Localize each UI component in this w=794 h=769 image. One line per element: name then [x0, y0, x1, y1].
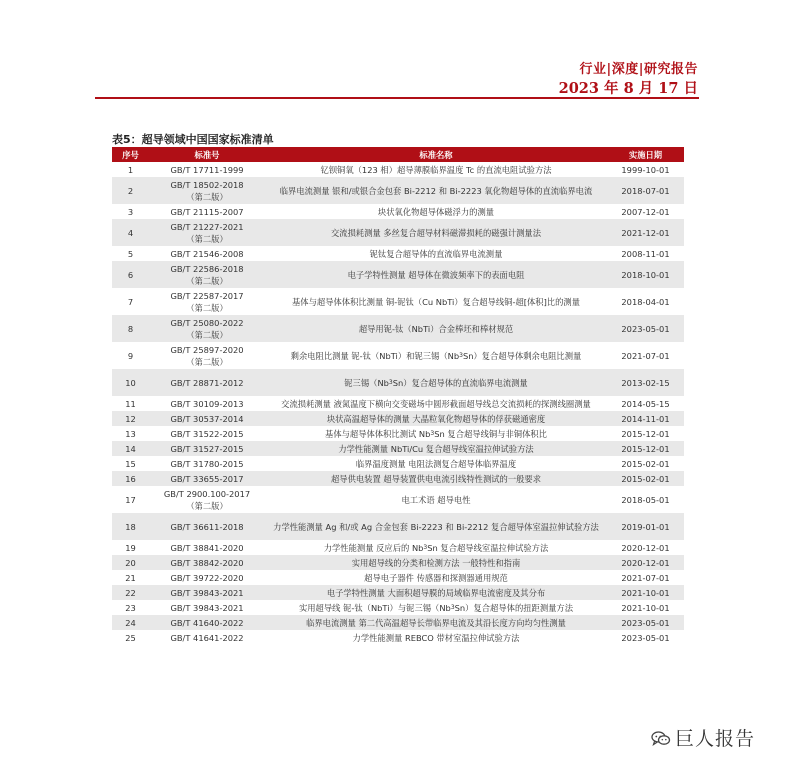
- table-row: [112, 246, 684, 261]
- cell-date: 2021-07-01: [621, 572, 670, 583]
- standard-edition: （第二版）: [186, 275, 228, 286]
- cell-no: 1: [127, 164, 134, 175]
- standard-number: GB/T 38842-2020: [170, 557, 244, 568]
- cell-no: 9: [127, 350, 134, 361]
- cell-no: 10: [125, 377, 136, 388]
- cell-standard-name: 力学性能测量 Ag 和/或 Ag 合金包套 Bi-2223 和 Bi-2212 复合超导体室温拉伸试验方法: [273, 521, 599, 532]
- cell-date: 2007-12-01: [621, 206, 670, 217]
- standard-edition: （第二版）: [186, 329, 228, 340]
- standard-number: GB/T 22586-2018: [170, 263, 244, 274]
- cell-date: 2020-12-01: [621, 557, 670, 568]
- cell-date: 2008-11-01: [621, 248, 670, 259]
- cell-standard: [149, 456, 265, 471]
- column-header-name: 标准名称: [419, 149, 453, 160]
- cell-date: 2023-05-01: [621, 632, 670, 643]
- cell-date: 2015-12-01: [621, 428, 670, 439]
- table-row: [112, 204, 684, 219]
- cell-date: 2018-05-01: [621, 494, 670, 505]
- standard-number: GB/T 38841-2020: [170, 542, 244, 553]
- standard-edition: （第二版）: [186, 191, 228, 202]
- table-row: [112, 570, 684, 585]
- cell-date: 2015-02-01: [621, 458, 670, 469]
- column-header-date: 实施日期: [628, 149, 663, 160]
- cell-date: 2018-07-01: [621, 185, 670, 196]
- header-divider: [95, 97, 699, 99]
- cell-date: 2020-12-01: [621, 542, 670, 553]
- column-header-no: 序号: [122, 149, 139, 160]
- standard-number: GB/T 2900.100-2017: [163, 488, 251, 499]
- cell-standard: [149, 630, 265, 645]
- cell-standard-name: 实用超导线的分类和检测方法 一般特性和指南: [351, 557, 521, 568]
- standard-number: GB/T 31522-2015: [170, 428, 244, 439]
- cell-standard-name: 基体与超导体体积比测量 铜-铌钛（Cu NbTi）复合超导线铜-超[体积]比的测量: [292, 296, 580, 307]
- cell-standard: [149, 411, 265, 426]
- cell-standard: [149, 246, 265, 261]
- column-header-standard: 标准号: [194, 149, 220, 160]
- cell-standard: [149, 441, 265, 456]
- cell-standard: [149, 342, 265, 369]
- table-title: 表5：超导领域中国国家标准清单: [112, 133, 274, 146]
- watermark-text: 巨人报告: [675, 728, 756, 750]
- cell-date: 2023-05-01: [621, 617, 670, 628]
- cell-no: 16: [125, 473, 136, 484]
- table-row: [112, 456, 684, 471]
- cell-no: 3: [127, 206, 134, 217]
- table-row: [112, 471, 684, 486]
- cell-date: 2015-12-01: [621, 443, 670, 454]
- cell-no: 8: [127, 323, 134, 334]
- cell-date: 2015-02-01: [621, 473, 670, 484]
- standard-number: GB/T 39843-2021: [170, 602, 244, 613]
- cell-standard-name: 基体与超导体体积比测试 Nb 3 Sn 复合超导线铜与非铜体积比: [325, 428, 547, 439]
- cell-standard: [149, 426, 265, 441]
- cell-standard: [149, 396, 265, 411]
- cell-standard: [149, 177, 265, 204]
- standard-edition: （第二版）: [186, 233, 228, 244]
- cell-standard-name: 超导供电装置 超导装置供电电流引线特性测试的一般要求: [330, 473, 542, 484]
- standard-number: GB/T 30109-2013: [170, 398, 244, 409]
- table-header-row: [112, 147, 684, 162]
- cell-no: 5: [127, 248, 134, 259]
- standards-table: [112, 147, 684, 645]
- cell-standard-name: 电子学特性测量 超导体在微波频率下的表面电阻: [347, 269, 525, 280]
- cell-standard-name: 临界电流测量 第二代高温超导长带临界电流及其沿长度方向均匀性测量: [306, 617, 566, 628]
- cell-standard-name: 铌三锡（Nb 3 Sn）复合超导体的直流临界电流测量: [344, 377, 528, 388]
- cell-date: 2014-05-15: [621, 398, 670, 409]
- cell-no: 23: [125, 602, 136, 613]
- cell-no: 25: [125, 632, 136, 643]
- cell-standard: [149, 204, 265, 219]
- standard-number: GB/T 41640-2022: [170, 617, 244, 628]
- cell-standard: [149, 261, 265, 288]
- cell-date: 2021-10-01: [621, 602, 670, 613]
- report-category: 行业|深度|研究报告: [579, 62, 698, 77]
- cell-date: 2014-11-01: [621, 413, 670, 424]
- standard-number: GB/T 25897-2020: [170, 344, 244, 355]
- cell-no: 11: [125, 398, 136, 409]
- cell-no: 21: [125, 572, 136, 583]
- table-row: [112, 177, 684, 204]
- standard-number: GB/T 39722-2020: [170, 572, 244, 583]
- table-row: [112, 540, 684, 555]
- cell-standard-name: 实用超导线 铌-钛（NbTi）与铌三锡（Nb 3 Sn）复合超导体的扭距测量方法: [298, 602, 574, 613]
- standard-edition: （第二版）: [186, 500, 228, 511]
- table-row: [112, 630, 684, 645]
- standard-edition: （第二版）: [186, 356, 228, 367]
- table-row: [112, 555, 684, 570]
- standard-number: GB/T 21115-2007: [170, 206, 244, 217]
- cell-standard: [149, 513, 265, 540]
- cell-standard: [149, 540, 265, 555]
- cell-no: 12: [125, 413, 136, 424]
- standard-number: GB/T 18502-2018: [170, 179, 244, 190]
- cell-no: 24: [125, 617, 136, 628]
- table-row: [112, 369, 684, 396]
- table-row: [112, 426, 684, 441]
- cell-standard-name: 块状氧化物超导体磁浮力的测量: [377, 206, 495, 217]
- cell-standard-name: 铌钛复合超导体的直流临界电流测量: [369, 248, 503, 259]
- cell-standard: [149, 555, 265, 570]
- watermark: [651, 724, 755, 751]
- cell-date: 2021-12-01: [621, 227, 670, 238]
- cell-standard-name: 交流损耗测量 多丝复合超导材料磁滞损耗的磁强计测量法: [330, 227, 542, 238]
- cell-standard-name: 力学性能测量 REBCO 带材室温拉伸试验方法: [352, 632, 520, 643]
- table-row: [112, 513, 684, 540]
- cell-standard: [149, 615, 265, 630]
- cell-standard-name: 力学性能测量 反应后的 Nb 3 Sn 复合超导线室温拉伸试验方法: [323, 542, 549, 553]
- cell-no: 6: [127, 269, 134, 280]
- cell-standard-name: 交流损耗测量 液氮温度下横向交变磁场中圆形截面超导线总交流损耗的探测线圈测量: [281, 398, 591, 409]
- cell-date: 2023-05-01: [621, 323, 670, 334]
- cell-standard: [149, 486, 265, 513]
- table-row: [112, 219, 684, 246]
- standard-number: GB/T 17711-1999: [170, 164, 244, 175]
- cell-date: 2021-10-01: [621, 587, 670, 598]
- cell-standard-name: 钇钡铜氧（123 相）超导薄膜临界温度 Tc 的直流电阻试验方法: [320, 164, 552, 175]
- cell-standard: [149, 315, 265, 342]
- cell-standard-name: 电工术语 超导电性: [401, 494, 471, 505]
- wechat-icon: [651, 731, 671, 745]
- cell-no: 20: [125, 557, 136, 568]
- standard-number: GB/T 21227-2021: [170, 221, 244, 232]
- table-row: [112, 261, 684, 288]
- cell-standard: [149, 162, 265, 177]
- cell-no: 19: [125, 542, 136, 553]
- table-row: [112, 342, 684, 369]
- standard-number: GB/T 39843-2021: [170, 587, 244, 598]
- cell-standard-name: 电子学特性测量 大面积超导膜的局域临界电流密度及其分布: [326, 587, 546, 598]
- standard-number: GB/T 41641-2022: [170, 632, 244, 643]
- standard-edition: （第二版）: [186, 302, 228, 313]
- cell-no: 15: [125, 458, 136, 469]
- standard-number: GB/T 21546-2008: [170, 248, 244, 259]
- cell-no: 22: [125, 587, 136, 598]
- standard-number: GB/T 25080-2022: [170, 317, 244, 328]
- standard-number: GB/T 22587-2017: [170, 290, 244, 301]
- table-row: [112, 600, 684, 615]
- cell-no: 14: [125, 443, 136, 454]
- table-row: [112, 396, 684, 411]
- cell-standard: [149, 471, 265, 486]
- cell-standard-name: 力学性能测量 NbTi/Cu 复合超导线室温拉伸试验方法: [338, 443, 534, 454]
- cell-date: 2018-10-01: [621, 269, 670, 280]
- table-row: [112, 315, 684, 342]
- cell-date: 1999-10-01: [621, 164, 670, 175]
- cell-standard: [149, 570, 265, 585]
- cell-no: 13: [125, 428, 136, 439]
- cell-standard: [149, 288, 265, 315]
- cell-no: 7: [127, 296, 134, 307]
- cell-standard-name: 临界电流测量 银和/或银合金包套 Bi-2212 和 Bi-2223 氧化物超导体的直流临界电流: [279, 185, 593, 196]
- standard-number: GB/T 31527-2015: [170, 443, 244, 454]
- table-row: [112, 585, 684, 600]
- table-row: [112, 441, 684, 456]
- standard-number: GB/T 28871-2012: [170, 377, 244, 388]
- cell-date: 2021-07-01: [621, 350, 670, 361]
- cell-standard-name: 剩余电阻比测量 铌-钛（NbTi）和铌三锡（Nb 3 Sn）复合超导体剩余电阻比测量: [290, 350, 582, 361]
- standard-number: GB/T 36611-2018: [170, 521, 244, 532]
- table-row: [112, 288, 684, 315]
- cell-date: 2013-02-15: [621, 377, 670, 388]
- cell-no: 17: [125, 494, 136, 505]
- table-row: [112, 486, 684, 513]
- cell-no: 4: [127, 227, 134, 238]
- cell-standard-name: 超导电子器件 传感器和探测器通用规范: [364, 572, 508, 583]
- report-date: 2023 年 8 月 17 日: [558, 80, 698, 97]
- cell-no: 2: [127, 185, 134, 196]
- table-body: [112, 162, 684, 645]
- cell-standard: [149, 600, 265, 615]
- standard-number: GB/T 30537-2014: [170, 413, 244, 424]
- table-row: [112, 411, 684, 426]
- cell-standard-name: 临界温度测量 电阻法测复合超导体临界温度: [355, 458, 517, 469]
- cell-standard: [149, 585, 265, 600]
- cell-standard: [149, 369, 265, 396]
- cell-date: 2019-01-01: [621, 521, 670, 532]
- table-row: [112, 162, 684, 177]
- cell-standard-name: 块状高温超导体的测量 大晶粒氧化物超导体的俘获磁通密度: [326, 413, 546, 424]
- standard-number: GB/T 31780-2015: [170, 458, 244, 469]
- table-row: [112, 615, 684, 630]
- cell-date: 2018-04-01: [621, 296, 670, 307]
- cell-standard: [149, 219, 265, 246]
- standard-number: GB/T 33655-2017: [170, 473, 244, 484]
- cell-no: 18: [125, 521, 136, 532]
- cell-standard-name: 超导用铌-钛（NbTi）合金棒坯和棒材规范: [358, 323, 514, 334]
